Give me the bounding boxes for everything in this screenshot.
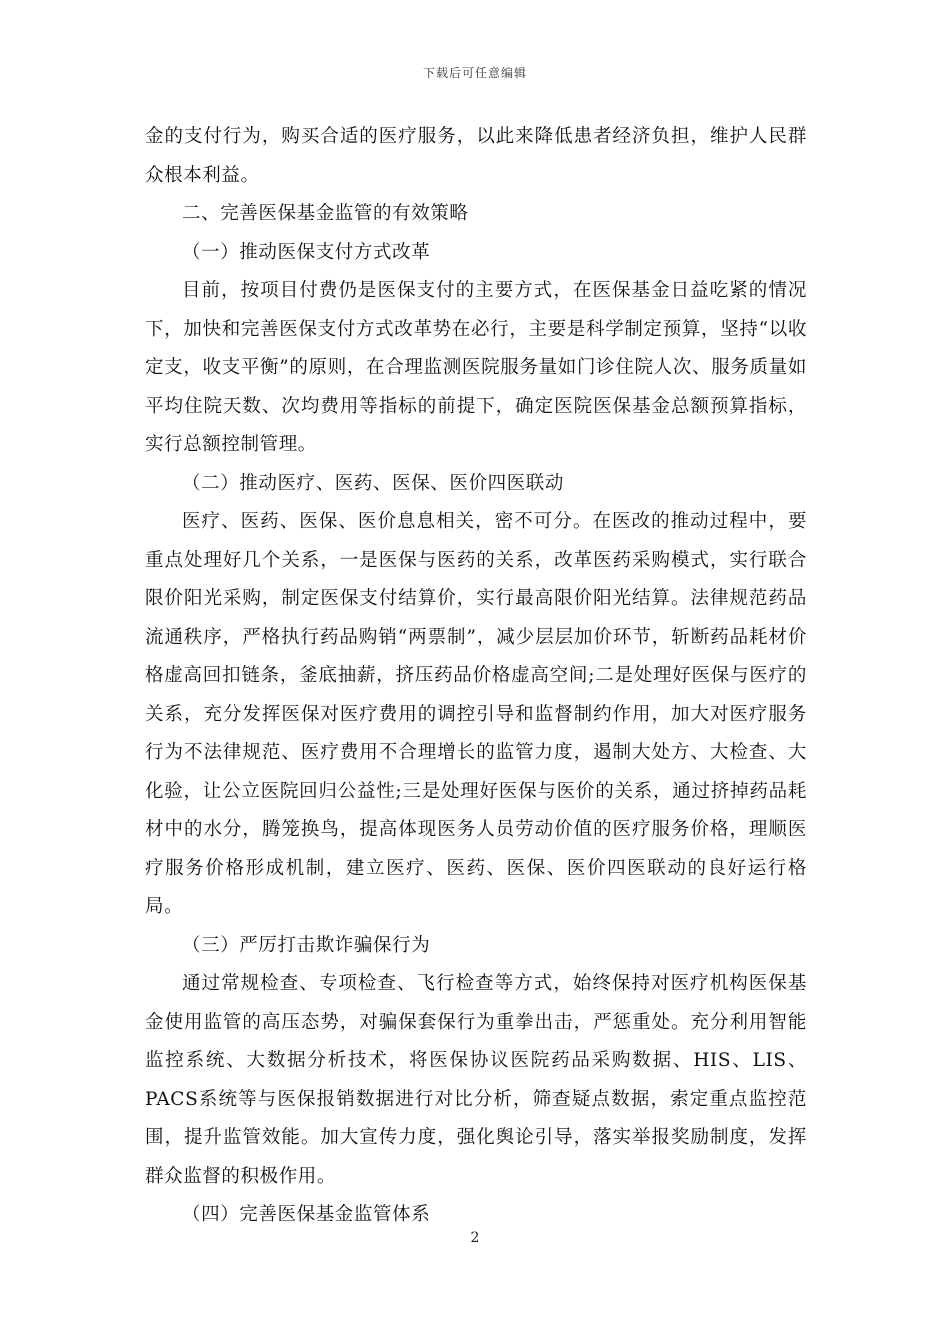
subsection-heading: （二）推动医疗、医药、医保、医价四医联动 [182, 472, 565, 494]
paragraph: 金的支付行为，购买合适的医疗服务，以此来降低患者经济负担，维护人民群众根本利益。 [145, 126, 807, 186]
paragraph: 目前，按项目付费仍是医保支付的主要方式，在医保基金日益吃紧的情况下，加快和完善医保支付方式改革势在必行，主要是科学制定预算，坚持“以收定支，收支平衡”的原则，在合理监测医院服务量如门诊住院人次、服务质量如平均住院天数、次均费用等指标的前提下，确定医院医保基金总额预算指标，实行总额控制管理。 [145, 280, 807, 455]
paragraph: 医疗、医药、医保、医价息息相关，密不可分。在医改的推动过程中，要重点处理好几个关系，一是医保与医药的关系，改革医药采购模式，实行联合限价阳光采购，制定医保支付结算价，实行最高限价阳光结算。法律规范药品流通秩序，严格执行药品购销“两票制”，减少层层加价环节，斩断药品耗材价格虚高回扣链条，釜底抽薪，挤压药品价格虚高空间;二是处理好医保与医疗的关系，充分发挥医保对医疗费用的调控引导和监督制约作用，加大对医疗服务行为不法律规范、医疗费用不合理增长的监管力度，遏制大处方、大检查、大化验，让公立医院回归公益性;三是处理好医保与医价的关系，通过挤掉药品耗材中的水分，腾笼换鸟，提高体现医务人员劳动价值的医疗服务价格，理顺医疗服务价格形成机制，建立医疗、医药、医保、医价四医联动的良好运行格局。 [145, 511, 807, 917]
subsection-heading: （三）严厉打击欺诈骗保行为 [182, 934, 431, 956]
document-body [145, 118, 807, 1235]
subsection-heading: （一）推动医保支付方式改革 [182, 241, 431, 263]
page-number: 2 [470, 1230, 480, 1246]
paragraph: 通过常规检查、专项检查、飞行检查等方式，始终保持对医疗机构医保基金使用监管的高压态势，对骗保套保行为重拳出击，严惩重处。充分利用智能监控系统、大数据分析技术，将医保协议医院药品采购数据、HIS、LIS、PACS系统等与医保报销数据进行对比分析，筛查疑点数据，索定重点监控范围，提升监管效能。加大宣传力度，强化舆论引导，落实举报奖励制度，发挥群众监督的积极作用。 [145, 973, 807, 1187]
subsection-heading: （四）完善医保基金监管体系 [182, 1204, 431, 1225]
page-header: 下载后可任意编辑 [422, 66, 527, 80]
section-heading: 二、完善医保基金监管的有效策略 [182, 203, 469, 224]
